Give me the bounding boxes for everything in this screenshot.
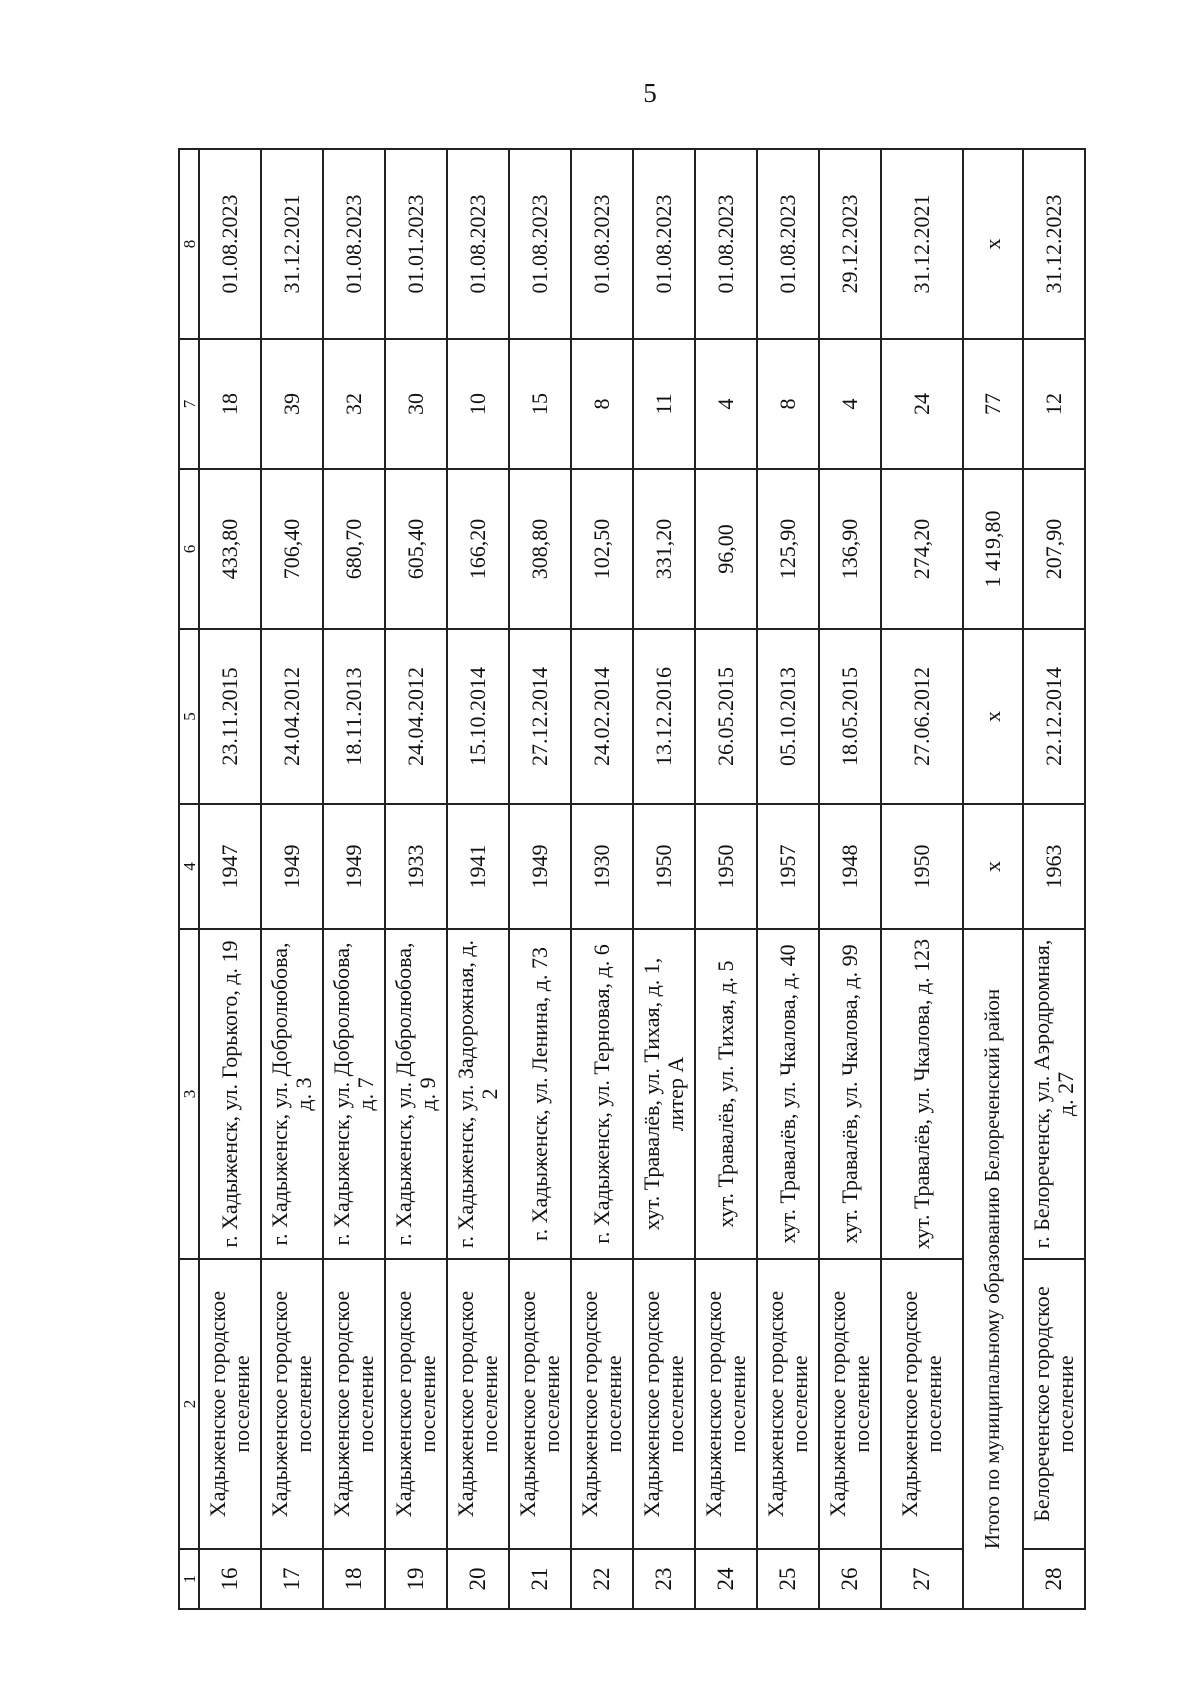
deadline-cell: 01.08.2023: [447, 149, 509, 339]
settlement-cell: Белореченское городское поселение: [1023, 1259, 1085, 1549]
area-cell: 136,90: [819, 469, 881, 629]
settlement-cell: Хадыженское городское поселение: [199, 1259, 261, 1549]
table-row: [819, 149, 881, 1609]
count-cell: 4: [819, 339, 881, 469]
count-cell: 11: [633, 339, 695, 469]
area-cell: 166,20: [447, 469, 509, 629]
total-count: 77: [963, 339, 1023, 469]
deadline-cell: 01.08.2023: [757, 149, 819, 339]
total-year: x: [963, 804, 1023, 929]
deadline-cell: 01.08.2023: [199, 149, 261, 339]
count-cell: 8: [571, 339, 633, 469]
page-number: 5: [643, 78, 657, 108]
area-cell: 433,80: [199, 469, 261, 629]
row-number: 24: [695, 1549, 757, 1609]
date-cell: 26.05.2015: [695, 629, 757, 804]
address-cell: г. Хадыженск, ул. Добролюбова, д. 9: [385, 929, 447, 1259]
area-cell: 605,40: [385, 469, 447, 629]
date-cell: 13.12.2016: [633, 629, 695, 804]
area-cell: 96,00: [695, 469, 757, 629]
count-cell: 24: [881, 339, 963, 469]
date-cell: 23.11.2015: [199, 629, 261, 804]
year-cell: 1949: [261, 804, 323, 929]
count-cell: 12: [1023, 339, 1085, 469]
count-cell: 32: [323, 339, 385, 469]
table-row: [571, 149, 633, 1609]
settlement-cell: Хадыженское городское поселение: [819, 1259, 881, 1549]
deadline-cell: 01.08.2023: [509, 149, 571, 339]
row-number: 27: [881, 1549, 963, 1609]
area-cell: 274,20: [881, 469, 963, 629]
row-number: 16: [199, 1549, 261, 1609]
table-row: [261, 149, 323, 1609]
count-cell: 4: [695, 339, 757, 469]
year-cell: 1963: [1023, 804, 1085, 929]
table-row: [199, 149, 261, 1609]
row-number: 26: [819, 1549, 881, 1609]
settlement-cell: Хадыженское городское поселение: [385, 1259, 447, 1549]
row-number: 20: [447, 1549, 509, 1609]
table-row: [757, 149, 819, 1609]
year-cell: 1949: [323, 804, 385, 929]
address-cell: хут. Травалёв, ул. Чкалова, д. 40: [757, 929, 819, 1259]
address-cell: г. Хадыженск, ул. Задорожная, д. 2: [447, 929, 509, 1259]
date-cell: 24.04.2012: [261, 629, 323, 804]
total-deadline: x: [963, 149, 1023, 339]
register-table: [178, 148, 1086, 1610]
address-cell: г. Хадыженск, ул. Терновая, д. 6: [571, 929, 633, 1259]
table-row: [509, 149, 571, 1609]
year-cell: 1933: [385, 804, 447, 929]
count-cell: 15: [509, 339, 571, 469]
count-cell: 30: [385, 339, 447, 469]
row-number: 18: [323, 1549, 385, 1609]
address-cell: г. Белореченск, ул. Аэродромная, д. 27: [1023, 929, 1085, 1259]
settlement-cell: Хадыженское городское поселение: [881, 1259, 963, 1549]
settlement-cell: Хадыженское городское поселение: [509, 1259, 571, 1549]
deadline-cell: 01.01.2023: [385, 149, 447, 339]
row-number: 28: [1023, 1549, 1085, 1609]
row-number: 21: [509, 1549, 571, 1609]
column-number: 3: [179, 929, 199, 1259]
address-cell: хут. Травалёв, ул. Тихая, д. 5: [695, 929, 757, 1259]
year-cell: 1941: [447, 804, 509, 929]
area-cell: 207,90: [1023, 469, 1085, 629]
settlement-cell: Хадыженское городское поселение: [757, 1259, 819, 1549]
date-cell: 24.04.2012: [385, 629, 447, 804]
settlement-cell: Хадыженское городское поселение: [261, 1259, 323, 1549]
column-number: 7: [179, 339, 199, 469]
date-cell: 22.12.2014: [1023, 629, 1085, 804]
table-row: [447, 149, 509, 1609]
date-cell: 05.10.2013: [757, 629, 819, 804]
table-row: [695, 149, 757, 1609]
row-number: 25: [757, 1549, 819, 1609]
year-cell: 1957: [757, 804, 819, 929]
address-cell: г. Хадыженск, ул. Ленина, д. 73: [509, 929, 571, 1259]
column-number-row: [179, 149, 199, 1609]
rotated-table-container: [178, 150, 1078, 1610]
column-number: 6: [179, 469, 199, 629]
area-cell: 706,40: [261, 469, 323, 629]
table-row: [633, 149, 695, 1609]
area-cell: 680,70: [323, 469, 385, 629]
deadline-cell: 31.12.2021: [881, 149, 963, 339]
row-number: 19: [385, 1549, 447, 1609]
date-cell: 24.02.2014: [571, 629, 633, 804]
area-cell: 308,80: [509, 469, 571, 629]
deadline-cell: 01.08.2023: [695, 149, 757, 339]
year-cell: 1930: [571, 804, 633, 929]
total-date: x: [963, 629, 1023, 804]
column-number: 1: [179, 1549, 199, 1609]
count-cell: 39: [261, 339, 323, 469]
year-cell: 1950: [695, 804, 757, 929]
table-row: [881, 149, 963, 1609]
date-cell: 18.11.2013: [323, 629, 385, 804]
address-cell: хут. Травалёв, ул. Чкалова, д. 123: [881, 929, 963, 1259]
deadline-cell: 31.12.2021: [261, 149, 323, 339]
area-cell: 125,90: [757, 469, 819, 629]
column-number: 8: [179, 149, 199, 339]
table-row: [323, 149, 385, 1609]
area-cell: 102,50: [571, 469, 633, 629]
area-cell: 331,20: [633, 469, 695, 629]
deadline-cell: 01.08.2023: [323, 149, 385, 339]
deadline-cell: 31.12.2023: [1023, 149, 1085, 339]
deadline-cell: 01.08.2023: [633, 149, 695, 339]
row-number: 23: [633, 1549, 695, 1609]
row-number: 22: [571, 1549, 633, 1609]
column-number: 2: [179, 1259, 199, 1549]
address-cell: г. Хадыженск, ул. Добролюбова, д. 7: [323, 929, 385, 1259]
table-row: [385, 149, 447, 1609]
total-area: 1 419,80: [963, 469, 1023, 629]
count-cell: 10: [447, 339, 509, 469]
row-number: 17: [261, 1549, 323, 1609]
settlement-cell: Хадыженское городское поселение: [695, 1259, 757, 1549]
date-cell: 15.10.2014: [447, 629, 509, 804]
deadline-cell: 01.08.2023: [571, 149, 633, 339]
column-number: 5: [179, 629, 199, 804]
column-number: 4: [179, 804, 199, 929]
address-cell: хут. Травалёв, ул. Тихая, д. 1, литер А: [633, 929, 695, 1259]
address-cell: г. Хадыженск, ул. Горького, д. 19: [199, 929, 261, 1259]
count-cell: 8: [757, 339, 819, 469]
settlement-cell: Хадыженское городское поселение: [571, 1259, 633, 1549]
date-cell: 27.12.2014: [509, 629, 571, 804]
year-cell: 1947: [199, 804, 261, 929]
total-label: Итого по муниципальному образованию Белореченский район: [963, 929, 1023, 1609]
count-cell: 18: [199, 339, 261, 469]
year-cell: 1950: [881, 804, 963, 929]
address-cell: г. Хадыженск, ул. Добролюбова, д. 3: [261, 929, 323, 1259]
date-cell: 27.06.2012: [881, 629, 963, 804]
total-row: [963, 149, 1023, 1609]
year-cell: 1949: [509, 804, 571, 929]
year-cell: 1950: [633, 804, 695, 929]
address-cell: хут. Травалёв, ул. Чкалова, д. 99: [819, 929, 881, 1259]
settlement-cell: Хадыженское городское поселение: [447, 1259, 509, 1549]
year-cell: 1948: [819, 804, 881, 929]
table-row: [1023, 149, 1085, 1609]
deadline-cell: 29.12.2023: [819, 149, 881, 339]
settlement-cell: Хадыженское городское поселение: [323, 1259, 385, 1549]
date-cell: 18.05.2015: [819, 629, 881, 804]
settlement-cell: Хадыженское городское поселение: [633, 1259, 695, 1549]
